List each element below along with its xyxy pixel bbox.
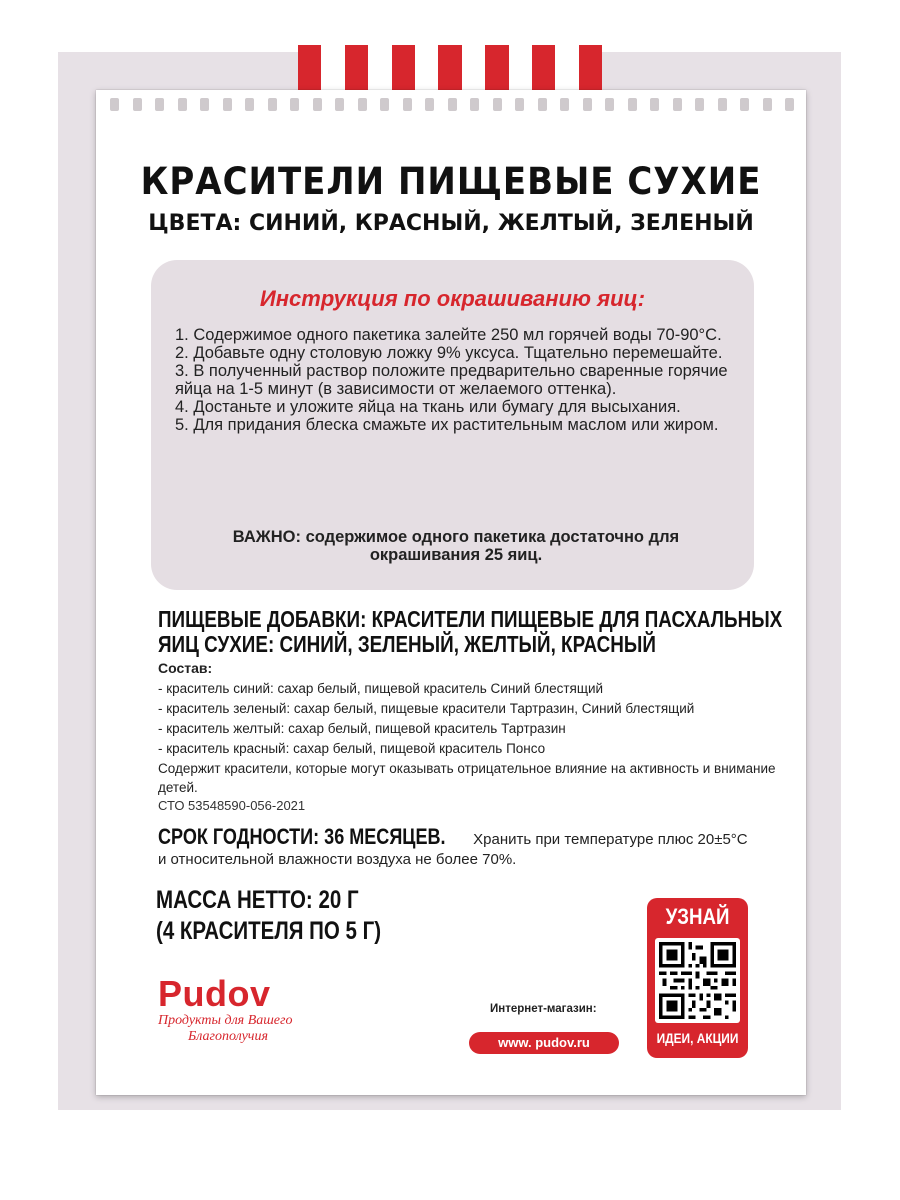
- composition: [158, 660, 778, 797]
- punch-hole: [110, 98, 119, 111]
- composition-item: - краситель синий: сахар белый, пищевой краситель Синий блестящий: [158, 681, 604, 696]
- punch-hole: [605, 98, 614, 111]
- punch-hole: [178, 98, 187, 111]
- punch-hole: [380, 98, 389, 111]
- brand-tagline-line-1: Продукты для Вашего: [158, 1013, 293, 1028]
- shelf-life: [158, 824, 758, 870]
- composition-item: - краситель зеленый: сахар белый, пищевые красители Тартразин, Синий блестящий: [158, 701, 695, 716]
- punch-hole: [515, 98, 524, 111]
- shop-url-link[interactable]: www. pudov.ru: [469, 1032, 619, 1054]
- punch-hole: [785, 98, 794, 111]
- qr-top-label: УЗНАЙ: [665, 904, 730, 929]
- instruction-step: 1. Содержимое одного пакетика залейте 250 мл горячей воды 70-90°С.: [175, 326, 722, 344]
- punch-hole: [155, 98, 164, 111]
- qr-bottom-label: ИДЕИ, АКЦИИ: [656, 1030, 739, 1046]
- instruction-step: 3. В полученный раствор положите предварительно сваренные горячие яйца на 1-5 минут (в зависимости от желаемого оттенка).: [175, 362, 728, 398]
- notebook-holes: [96, 98, 806, 112]
- additives-line-2: ЯИЦ СУХИЕ: СИНИЙ, ЗЕЛЕНЫЙ, ЖЕЛТЫЙ, КРАСНЫЙ: [158, 631, 656, 657]
- composition-warning: Содержит красители, которые могут оказывать отрицательное влияние на активность и внимание детей.: [158, 761, 776, 795]
- punch-hole: [650, 98, 659, 111]
- punch-hole: [290, 98, 299, 111]
- qr-card[interactable]: [647, 898, 748, 1058]
- additives-line-1: ПИЩЕВЫЕ ДОБАВКИ: КРАСИТЕЛИ ПИЩЕВЫЕ ДЛЯ ПАСХАЛЬНЫХ: [158, 606, 783, 632]
- instruction-step: 5. Для придания блеска смажьте их растительным маслом или жиром.: [175, 416, 719, 434]
- standard-code: СТО 53548590-056-2021: [158, 798, 306, 813]
- composition-item: - краситель красный: сахар белый, пищевой краситель Понсо: [158, 741, 546, 756]
- brand-logo: [158, 975, 292, 1045]
- punch-hole: [740, 98, 749, 111]
- instruction-steps: [175, 326, 745, 434]
- composition-item: - краситель желтый: сахар белый, пищевой краситель Тартразин: [158, 721, 566, 736]
- important-text: содержимое одного пакетика достаточно для окрашивания 25 яиц.: [305, 528, 680, 564]
- instruction-heading: Инструкция по окрашиванию яиц:: [259, 286, 646, 311]
- punch-hole: [268, 98, 277, 111]
- instruction-box: [151, 260, 754, 590]
- product-colors: ЦВЕТА: СИНИЙ, КРАСНЫЙ, ЖЕЛТЫЙ, ЗЕЛЕНЫЙ: [148, 211, 754, 236]
- label-sheet: [96, 90, 806, 1095]
- punch-hole: [763, 98, 772, 111]
- punch-hole: [313, 98, 322, 111]
- food-additives-heading: [158, 606, 783, 657]
- instruction-step: 2. Добавьте одну столовую ложку 9% уксуса. Тщательно перемешайте.: [175, 344, 723, 362]
- punch-hole: [133, 98, 142, 111]
- storage-conditions: Хранить при температуре плюс 20±5°С и относительной влажности воздуха не более 70%.: [158, 831, 748, 868]
- punch-hole: [628, 98, 637, 111]
- punch-hole: [223, 98, 232, 111]
- punch-hole: [718, 98, 727, 111]
- shelf-life-heading: СРОК ГОДНОСТИ: 36 МЕСЯЦЕВ.: [158, 824, 446, 849]
- punch-hole: [245, 98, 254, 111]
- punch-hole: [425, 98, 434, 111]
- net-mass-label: МАССА НЕТТО:: [156, 886, 313, 914]
- net-mass-detail: (4 КРАСИТЕЛЯ ПО 5 Г): [156, 917, 382, 945]
- punch-hole: [200, 98, 209, 111]
- qr-code-icon[interactable]: [655, 938, 740, 1023]
- instruction-step: 4. Достаньте и уложите яйца на ткань или бумагу для высыхания.: [175, 398, 681, 416]
- brand-name: Pudov: [158, 973, 271, 1014]
- important-label: ВАЖНО:: [232, 528, 301, 546]
- brand-tagline-line-2: Благополучия: [188, 1029, 268, 1044]
- punch-hole: [673, 98, 682, 111]
- punch-hole: [583, 98, 592, 111]
- composition-label: Состав:: [158, 660, 213, 676]
- punch-hole: [358, 98, 367, 111]
- product-title: КРАСИТЕЛИ ПИЩЕВЫЕ СУХИЕ: [140, 160, 762, 204]
- net-mass: [156, 885, 381, 947]
- punch-hole: [448, 98, 457, 111]
- brand-tagline: [158, 1013, 292, 1045]
- punch-hole: [335, 98, 344, 111]
- net-mass-value: 20 Г: [318, 886, 359, 914]
- punch-hole: [470, 98, 479, 111]
- punch-hole: [493, 98, 502, 111]
- punch-hole: [560, 98, 569, 111]
- punch-hole: [403, 98, 412, 111]
- punch-hole: [538, 98, 547, 111]
- punch-hole: [695, 98, 704, 111]
- important-note: [191, 528, 721, 564]
- online-shop-label: Интернет-магазин:: [490, 1003, 597, 1015]
